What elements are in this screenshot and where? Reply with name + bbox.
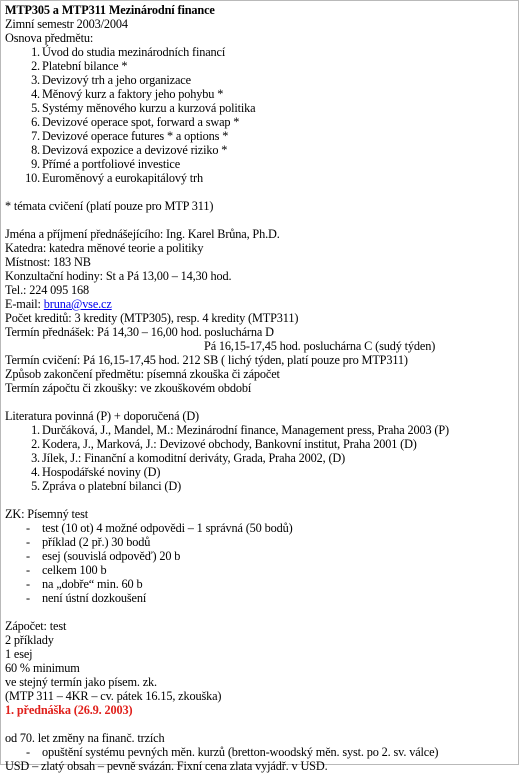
office-hours-line: Konzultační hodiny: St a Pá 13,00 – 14,30 hod. (5, 269, 232, 283)
literature-item: 3. Jílek, J.: Finanční a komoditní deriváty, Grada, Praha 2002, (D) (31, 451, 346, 465)
seminars-line: Termín cvičení: Pá 16,15-17,45 hod. 212 SB ( lichý týden, platí pouze pro MTP311) (5, 353, 408, 367)
completion-line: Způsob zakončení předmětu: písemná zkouška či zápočet (5, 367, 280, 381)
exam-date-line: Termín zápočtu či zkoušky: ve zkouškovém období (5, 381, 252, 395)
zk-item: - není ústní dozkoušení (26, 591, 147, 605)
history-line: od 70. let změny na finanč. trzích (5, 731, 165, 745)
outline-item: 9. Přímé a portfoliové investice (31, 157, 181, 171)
outline-item: 6. Devizové operace spot, forward a swap * (31, 115, 240, 129)
zk-item: - na „dobře“ min. 60 b (26, 577, 143, 591)
lectures-line-2: Pá 16,15-17,45 hod. posluchárna C (sudý týden) (204, 339, 436, 353)
credits-line: Počet kreditů: 3 kredity (MTP305), resp. 4 kredity (MTP311) (5, 311, 299, 325)
outline-item: 1. Úvod do studia mezinárodních financí (31, 45, 226, 59)
outline-item: 5. Systémy měnového kurzu a kurzová politika (31, 101, 256, 115)
document-body (5, 3, 514, 773)
zk-heading: ZK: Písemný test (5, 507, 88, 521)
outline-item: 7. Devizové operace futures * a options * (31, 129, 229, 143)
zk-item: - příklad (2 př.) 30 bodů (26, 535, 151, 549)
outline-item: 10. Euroměnový a eurokapitálový trh (25, 171, 203, 185)
last-line: USD – zlatý obsah – pevně svázán. Fixní cena zlata vyjádř. v USD. (5, 759, 328, 773)
outline-item: 3. Devizový trh a jeho organizace (31, 73, 191, 87)
zapocet-line: 2 příklady (5, 633, 54, 647)
document-title: MTP305 a MTP311 Mezinárodní finance (5, 3, 215, 17)
outline-item: 4. Měnový kurz a faktory jeho pohybu * (31, 87, 224, 101)
zapocet-line: ve stejný termín jako písem. zk. (5, 675, 157, 689)
history-item: - opuštění systému pevných měn. kurzů (bretton-woodský měn. syst. po 2. sv. válce) (26, 745, 439, 759)
lecture-1-heading: 1. přednáška (26.9. 2003) (5, 703, 133, 717)
literature-list (5, 423, 514, 493)
literature-heading: Literatura povinná (P) + doporučená (D) (5, 409, 200, 423)
zapocet-line: 1 esej (5, 647, 33, 661)
zk-item: - test (10 ot) 4 možné odpovědi – 1 správná (50 bodů) (26, 521, 293, 535)
exercises-note: * témata cvičení (platí pouze pro MTP 311) (5, 199, 214, 213)
outline-list (5, 45, 514, 185)
zk-item: - celkem 100 b (26, 563, 107, 577)
literature-item: 2. Kodera, J., Marková, J.: Devizové obchody, Bankovní institut, Praha 2001 (D) (31, 437, 417, 451)
zk-item: - esej (souvislá odpověď) 20 b (26, 549, 181, 563)
room-line: Místnost: 183 NB (5, 255, 91, 269)
zapocet-line: (MTP 311 – 4KR – cv. pátek 16.15, zkouška) (5, 689, 222, 703)
literature-item: 4. Hospodářské noviny (D) (31, 465, 161, 479)
lecturer-line: Jména a příjmení přednášejícího: Ing. Karel Brůna, Ph.D. (5, 227, 280, 241)
email-line (5, 297, 514, 311)
literature-item: 5. Zpráva o platební bilanci (D) (31, 479, 182, 493)
lectures-line-1: Termín přednášek: Pá 14,30 – 16,00 hod. posluchárna D (5, 325, 274, 339)
phone-line: Tel.: 224 095 168 (5, 283, 90, 297)
zapocet-line: Zápočet: test (5, 619, 67, 633)
department-line: Katedra: katedra měnové teorie a politiky (5, 241, 204, 255)
zapocet-line: 60 % minimum (5, 661, 80, 675)
email-link[interactable]: bruna@vse.cz (43, 297, 112, 311)
outline-heading: Osnova předmětu: (5, 31, 94, 45)
outline-item: 8. Devizová expozice a devizové riziko * (31, 143, 228, 157)
zk-list (5, 521, 514, 605)
outline-item: 2. Platební bilance * (31, 59, 128, 73)
semester-line: Zimní semestr 2003/2004 (5, 17, 128, 31)
email-label: E-mail: (5, 297, 44, 311)
literature-item: 1. Durčáková, J., Mandel, M.: Mezinárodní finance, Management press, Praha 2003 (P) (31, 423, 450, 437)
